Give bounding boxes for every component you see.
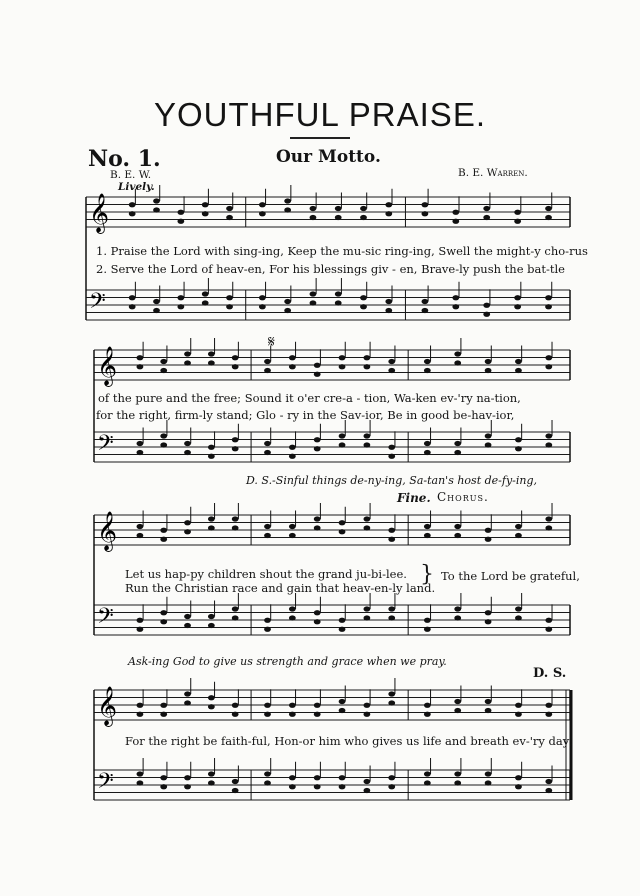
bass-clef-icon: 𝄢	[97, 769, 114, 799]
note-head	[232, 364, 239, 369]
chorus-lyrics: To the Lord be grateful,	[441, 569, 580, 583]
note-head	[232, 703, 239, 708]
note-head	[363, 355, 370, 360]
note-head	[208, 351, 215, 356]
note-head	[363, 788, 370, 793]
note-head	[545, 712, 552, 717]
note-head	[452, 219, 459, 224]
note-head	[452, 210, 459, 215]
note-head	[335, 206, 342, 211]
note-head	[515, 703, 522, 708]
note-head	[485, 619, 492, 624]
note-head	[485, 528, 492, 533]
note-head	[363, 615, 370, 620]
note-head	[514, 295, 521, 300]
note-head	[310, 291, 317, 296]
note-head	[363, 606, 370, 611]
note-head	[545, 295, 552, 300]
ds-marking: D. S.	[533, 666, 567, 681]
note-head	[289, 784, 296, 789]
note-head	[264, 450, 271, 455]
composer-credit: B. E. Warren.	[458, 167, 528, 179]
note-head	[202, 291, 209, 296]
note-head	[232, 516, 239, 521]
note-head	[289, 775, 296, 780]
note-head	[208, 360, 215, 365]
note-head	[177, 219, 184, 224]
note-head	[421, 211, 428, 216]
note-head	[452, 295, 459, 300]
note-head	[424, 450, 431, 455]
note-head	[385, 202, 392, 207]
note-head	[339, 364, 346, 369]
note-head	[129, 211, 136, 216]
note-head	[184, 351, 191, 356]
note-head	[515, 712, 522, 717]
note-head	[208, 771, 215, 776]
note-head	[289, 454, 296, 459]
page-title: YOUTHFUL PRAISE.	[154, 96, 486, 133]
note-head	[424, 533, 431, 538]
note-head	[208, 623, 215, 628]
note-head	[454, 771, 461, 776]
chorus-bass-lyrics: Ask-ing God to give us strength and grace when we pray.	[128, 655, 447, 668]
note-head	[314, 525, 321, 530]
note-head	[388, 368, 395, 373]
hymn-number: No. 1.	[88, 146, 161, 172]
note-head	[184, 529, 191, 534]
bass-clef-icon: 𝄢	[97, 431, 114, 461]
bass-clef-icon: 𝄢	[97, 604, 114, 634]
note-head	[202, 202, 209, 207]
note-head	[284, 198, 291, 203]
note-head	[385, 211, 392, 216]
note-head	[339, 442, 346, 447]
note-head	[485, 433, 492, 438]
note-head	[208, 516, 215, 521]
note-head	[129, 202, 136, 207]
note-head	[515, 533, 522, 538]
note-head	[363, 433, 370, 438]
chorus-marking: Chorus.	[437, 490, 489, 504]
note-head	[137, 712, 144, 717]
note-head	[137, 450, 144, 455]
note-head	[264, 368, 271, 373]
note-head	[160, 433, 167, 438]
note-head	[515, 615, 522, 620]
note-head	[339, 433, 346, 438]
note-head	[424, 712, 431, 717]
note-head	[232, 355, 239, 360]
note-head	[289, 533, 296, 538]
note-head	[424, 771, 431, 776]
note-head	[545, 442, 552, 447]
note-head	[485, 537, 492, 542]
treble-clef-icon: 𝄞	[97, 511, 118, 551]
note-head	[232, 788, 239, 793]
system1-verse2-lyrics: 2. Serve the Lord of heav-en, For his blessings giv - en, Brave-ly push the bat-tle	[96, 262, 565, 276]
note-head	[363, 703, 370, 708]
note-head	[424, 627, 431, 632]
note-head	[226, 295, 233, 300]
note-head	[483, 303, 490, 308]
verse-brace: }	[420, 562, 434, 587]
note-head	[289, 364, 296, 369]
note-head	[264, 524, 271, 529]
note-head	[232, 712, 239, 717]
note-head	[545, 304, 552, 309]
note-head	[310, 300, 317, 305]
note-head	[424, 359, 431, 364]
note-head	[339, 520, 346, 525]
note-head	[184, 520, 191, 525]
note-head	[264, 618, 271, 623]
note-head	[454, 615, 461, 620]
note-head	[177, 210, 184, 215]
treble-clef-icon: 𝄞	[97, 346, 118, 386]
bass-clef-icon: 𝄢	[89, 289, 106, 319]
note-head	[184, 441, 191, 446]
note-head	[129, 304, 136, 309]
note-head	[314, 516, 321, 521]
note-head	[137, 771, 144, 776]
segno-sign: 𝄋	[268, 332, 275, 351]
note-head	[232, 437, 239, 442]
note-head	[545, 215, 552, 220]
note-head	[202, 300, 209, 305]
note-head	[289, 615, 296, 620]
note-head	[424, 703, 431, 708]
note-head	[264, 359, 271, 364]
note-head	[388, 784, 395, 789]
note-head	[314, 712, 321, 717]
note-head	[208, 525, 215, 530]
note-head	[226, 215, 233, 220]
note-head	[360, 295, 367, 300]
note-head	[339, 784, 346, 789]
note-head	[184, 691, 191, 696]
note-head	[421, 299, 428, 304]
note-head	[335, 215, 342, 220]
note-head	[160, 442, 167, 447]
note-head	[153, 299, 160, 304]
note-head	[259, 211, 266, 216]
note-head	[289, 524, 296, 529]
lyricist-credit: B. E. W.	[110, 169, 152, 181]
note-head	[515, 784, 522, 789]
note-head	[454, 533, 461, 538]
note-head	[259, 202, 266, 207]
note-head	[483, 312, 490, 317]
treble-clef-icon: 𝄞	[89, 193, 110, 233]
note-head	[424, 368, 431, 373]
note-head	[289, 703, 296, 708]
note-head	[514, 304, 521, 309]
note-head	[284, 308, 291, 313]
note-head	[388, 454, 395, 459]
note-head	[388, 537, 395, 542]
note-head	[363, 779, 370, 784]
note-head	[515, 368, 522, 373]
note-head	[485, 368, 492, 373]
note-head	[314, 437, 321, 442]
system3-verse2-lyrics: Run the Christian race and gain that heav-en-ly land.	[125, 581, 436, 595]
note-head	[515, 437, 522, 442]
note-head	[137, 533, 144, 538]
note-head	[160, 784, 167, 789]
note-head	[363, 712, 370, 717]
note-head	[137, 780, 144, 785]
note-head	[314, 775, 321, 780]
note-head	[177, 304, 184, 309]
note-head	[160, 610, 167, 615]
note-head	[208, 695, 215, 700]
note-head	[388, 615, 395, 620]
note-head	[314, 610, 321, 615]
note-head	[339, 627, 346, 632]
note-head	[160, 703, 167, 708]
note-head	[160, 619, 167, 624]
note-head	[485, 442, 492, 447]
note-head	[515, 606, 522, 611]
note-head	[485, 780, 492, 785]
note-head	[177, 295, 184, 300]
note-head	[202, 211, 209, 216]
note-head	[137, 524, 144, 529]
note-head	[232, 615, 239, 620]
note-head	[388, 700, 395, 705]
note-head	[289, 355, 296, 360]
note-head	[284, 207, 291, 212]
tempo-marking: Lively.	[118, 181, 155, 193]
note-head	[232, 779, 239, 784]
note-head	[264, 771, 271, 776]
system1-verse1-lyrics: 1. Praise the Lord with sing-ing, Keep the mu-sic ring-ing, Swell the might-y cho-rus	[96, 244, 588, 258]
note-head	[264, 712, 271, 717]
note-head	[160, 537, 167, 542]
note-head	[339, 775, 346, 780]
note-head	[545, 618, 552, 623]
note-head	[184, 623, 191, 628]
note-head	[454, 524, 461, 529]
note-head	[208, 454, 215, 459]
note-head	[363, 364, 370, 369]
note-head	[284, 299, 291, 304]
note-head	[264, 703, 271, 708]
note-head	[259, 304, 266, 309]
note-head	[485, 610, 492, 615]
note-head	[184, 450, 191, 455]
note-head	[388, 359, 395, 364]
note-head	[424, 618, 431, 623]
note-head	[454, 441, 461, 446]
note-head	[137, 618, 144, 623]
system2-verse2-lyrics: for the right, firm-ly stand; Glo - ry in the Sav-ior, Be in good be-hav-ior,	[96, 408, 515, 422]
note-head	[385, 308, 392, 313]
note-head	[454, 450, 461, 455]
system4-lyrics: For the right be faith-ful, Hon-or him who gives us life and breath ev-'ry day;	[125, 734, 574, 748]
note-head	[264, 627, 271, 632]
note-head	[421, 308, 428, 313]
hymn-title: Our Motto.	[276, 147, 381, 167]
note-head	[226, 206, 233, 211]
note-head	[160, 775, 167, 780]
note-head	[259, 295, 266, 300]
note-head	[515, 524, 522, 529]
system3-verse1-lyrics: Let us hap-py children shout the grand ju-bi-lee.	[125, 567, 407, 581]
note-head	[314, 784, 321, 789]
note-head	[485, 708, 492, 713]
note-head	[545, 516, 552, 521]
note-head	[137, 627, 144, 632]
note-head	[339, 618, 346, 623]
note-head	[424, 524, 431, 529]
note-head	[289, 606, 296, 611]
note-head	[153, 207, 160, 212]
note-head	[232, 606, 239, 611]
note-head	[339, 699, 346, 704]
note-head	[388, 775, 395, 780]
note-head	[232, 525, 239, 530]
note-head	[208, 704, 215, 709]
note-head	[424, 441, 431, 446]
note-head	[129, 295, 136, 300]
note-head	[184, 700, 191, 705]
note-head	[226, 304, 233, 309]
note-head	[545, 525, 552, 530]
note-head	[160, 368, 167, 373]
note-head	[454, 351, 461, 356]
note-head	[485, 771, 492, 776]
note-head	[339, 529, 346, 534]
note-head	[363, 516, 370, 521]
note-head	[545, 779, 552, 784]
note-head	[545, 788, 552, 793]
note-head	[485, 699, 492, 704]
note-head	[388, 528, 395, 533]
note-head	[137, 355, 144, 360]
note-head	[310, 206, 317, 211]
note-head	[335, 300, 342, 305]
note-head	[314, 363, 321, 368]
note-head	[314, 703, 321, 708]
note-head	[264, 533, 271, 538]
note-head	[160, 712, 167, 717]
note-head	[289, 712, 296, 717]
note-head	[153, 308, 160, 313]
note-head	[483, 206, 490, 211]
note-head	[184, 784, 191, 789]
note-head	[514, 219, 521, 224]
note-head	[360, 304, 367, 309]
note-head	[153, 198, 160, 203]
note-head	[310, 215, 317, 220]
note-head	[545, 627, 552, 632]
note-head	[452, 304, 459, 309]
note-head	[388, 691, 395, 696]
note-head	[184, 775, 191, 780]
note-head	[545, 364, 552, 369]
note-head	[363, 525, 370, 530]
note-head	[137, 703, 144, 708]
note-head	[454, 606, 461, 611]
note-head	[424, 780, 431, 785]
note-head	[454, 699, 461, 704]
note-head	[421, 202, 428, 207]
note-head	[545, 355, 552, 360]
note-head	[137, 441, 144, 446]
note-head	[160, 359, 167, 364]
note-head	[385, 299, 392, 304]
note-head	[314, 446, 321, 451]
note-head	[184, 360, 191, 365]
note-head	[515, 775, 522, 780]
note-head	[388, 445, 395, 450]
note-head	[545, 433, 552, 438]
note-head	[208, 445, 215, 450]
note-head	[454, 360, 461, 365]
note-head	[339, 708, 346, 713]
note-head	[160, 528, 167, 533]
note-head	[454, 780, 461, 785]
note-head	[363, 442, 370, 447]
note-head	[335, 291, 342, 296]
note-head	[314, 619, 321, 624]
note-head	[264, 780, 271, 785]
note-head	[232, 446, 239, 451]
note-head	[137, 364, 144, 369]
note-head	[360, 206, 367, 211]
note-head	[339, 355, 346, 360]
note-head	[388, 606, 395, 611]
note-head	[485, 359, 492, 364]
note-head	[545, 703, 552, 708]
note-head	[483, 215, 490, 220]
system2-ds-lyrics: D. S.-Sinful things de-ny-ing, Sa-tan's host de-fy-ing,	[246, 474, 538, 487]
note-head	[208, 614, 215, 619]
note-head	[515, 446, 522, 451]
system2-verse1-lyrics: of the pure and the free; Sound it o'er cre-a - tion, Wa-ken ev-'ry na-tion,	[98, 391, 521, 405]
note-head	[514, 210, 521, 215]
note-head	[264, 441, 271, 446]
treble-clef-icon: 𝄞	[97, 686, 118, 726]
note-head	[208, 780, 215, 785]
fine-marking: Fine.	[397, 491, 431, 505]
note-head	[184, 614, 191, 619]
note-head	[454, 708, 461, 713]
note-head	[314, 372, 321, 377]
note-head	[360, 215, 367, 220]
note-head	[289, 445, 296, 450]
note-head	[515, 359, 522, 364]
note-head	[545, 206, 552, 211]
